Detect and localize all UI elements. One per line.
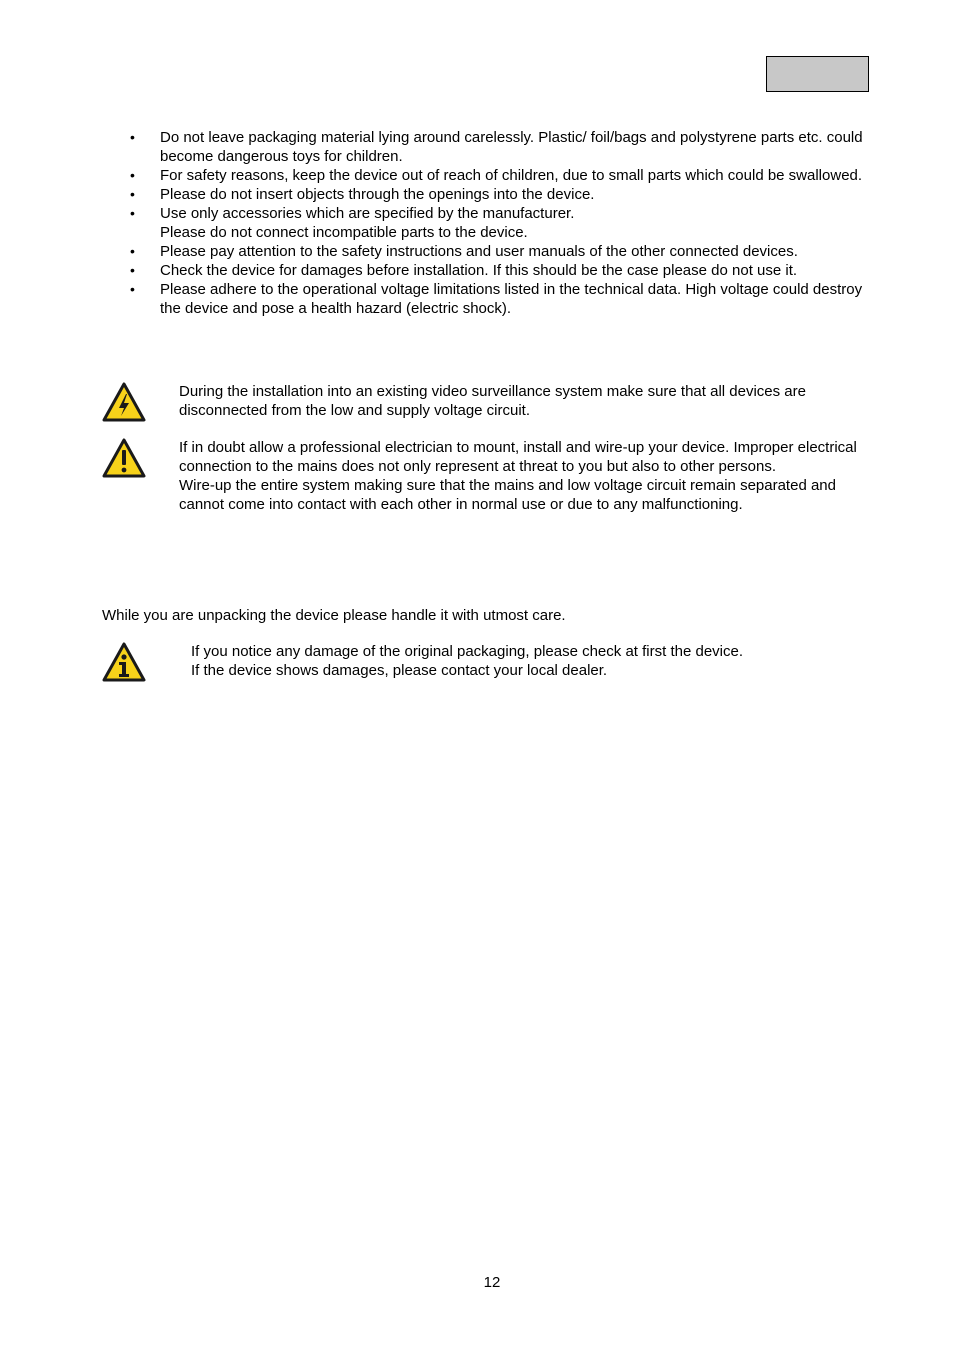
list-item: • Do not leave packaging material lying around carelessly. Plastic/ foil/bags and polystyrene parts etc. could become dangerous toys for children.: [102, 128, 882, 166]
list-item: • Please pay attention to the safety instructions and user manuals of the other connected devices.: [102, 242, 882, 261]
list-item: • Check the device for damages before installation. If this should be the case please do not use it.: [102, 261, 882, 280]
list-item: • Use only accessories which are specified by the manufacturer. Please do not connect incompatible parts to the device.: [102, 204, 882, 242]
language-tab-box: [766, 56, 869, 92]
warning-text: During the installation into an existing video surveillance system make sure that all devices are disconnected from the low and supply voltage circuit.: [179, 383, 806, 419]
high-voltage-warning-icon: [102, 382, 146, 422]
page-number: 12: [483, 1274, 501, 1291]
unpacking-intro: While you are unpacking the device please handle it with utmost care.: [102, 607, 566, 624]
list-item: • For safety reasons, keep the device out of reach of children, due to small parts which could be swallowed.: [102, 166, 882, 185]
info-icon: [102, 642, 146, 682]
warning-text: If in doubt allow a professional electrician to mount, install and wire-up your device. Improper electrical connection to the mains does not only represent at threat to you but also to other persons. Wire-up the entire system making sure that the mains and low voltage circuit remain separated and cannot come into contact with each other in normal use or due to any malfunctioning.: [179, 439, 857, 513]
list-item: • Please adhere to the operational voltage limitations listed in the technical data. High voltage could destroy the device and pose a health hazard (electric shock).: [102, 280, 882, 318]
exclamation-warning-icon: [102, 438, 146, 478]
info-text: If you notice any damage of the original packaging, please check at first the device. If the device shows damages, please contact your local dealer.: [191, 643, 743, 679]
safety-bullet-list: [102, 128, 882, 318]
list-item: • Please do not insert objects through the openings into the device.: [102, 185, 882, 204]
